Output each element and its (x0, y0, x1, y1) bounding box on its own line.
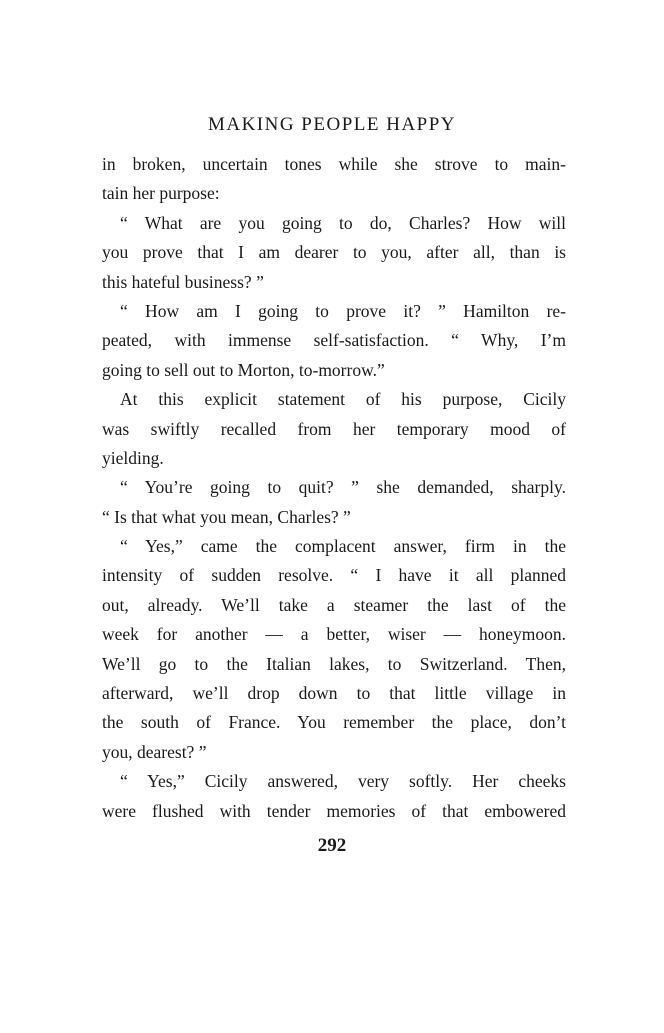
text-line: peated, with immense self-satisfaction. “ Why, I’m (102, 330, 566, 351)
text-line: intensity of sudden resolve. “ I have it all planned (102, 565, 566, 586)
text-line: the south of France. You remember the place, don’t (102, 712, 566, 733)
text-line: “ Yes,” Cicily answered, very softly. Her cheeks (120, 771, 566, 792)
text-line: “ How am I going to prove it? ” Hamilton re- (120, 300, 566, 321)
body-text (102, 150, 566, 826)
running-head: MAKING PEOPLE HAPPY (207, 114, 457, 135)
text-line: tain her purpose: (102, 183, 220, 204)
text-line: We’ll go to the Italian lakes, to Switzerland. Then, (102, 653, 566, 674)
text-line: you prove that I am dearer to you, after all, than is (102, 242, 566, 263)
text-line: was swiftly recalled from her temporary mood of (102, 418, 566, 439)
text-line: out, already. We’ll take a steamer the last of the (102, 594, 566, 615)
text-line: in broken, uncertain tones while she strove to main- (102, 154, 566, 174)
text-line: this hateful business? ” (102, 271, 264, 292)
text-line: were flushed with tender memories of that embowered (102, 800, 566, 821)
text-line: “ You’re going to quit? ” she demanded, sharply. (120, 477, 566, 498)
text-line: “ Yes,” came the complacent answer, firm in the (120, 536, 566, 557)
text-line: At this explicit statement of his purpose, Cicily (120, 389, 566, 410)
text-line: afterward, we’ll drop down to that little village in (102, 683, 566, 704)
text-line: going to sell out to Morton, to-morrow.” (102, 359, 385, 380)
text-line: yielding. (102, 447, 164, 468)
text-line: you, dearest? ” (102, 741, 207, 762)
text-line: week for another — a better, wiser — honeymoon. (102, 624, 566, 645)
page-number: 292 (317, 835, 347, 856)
text-line: “ Is that what you mean, Charles? ” (102, 506, 351, 527)
text-line: “ What are you going to do, Charles? How will (120, 212, 566, 233)
